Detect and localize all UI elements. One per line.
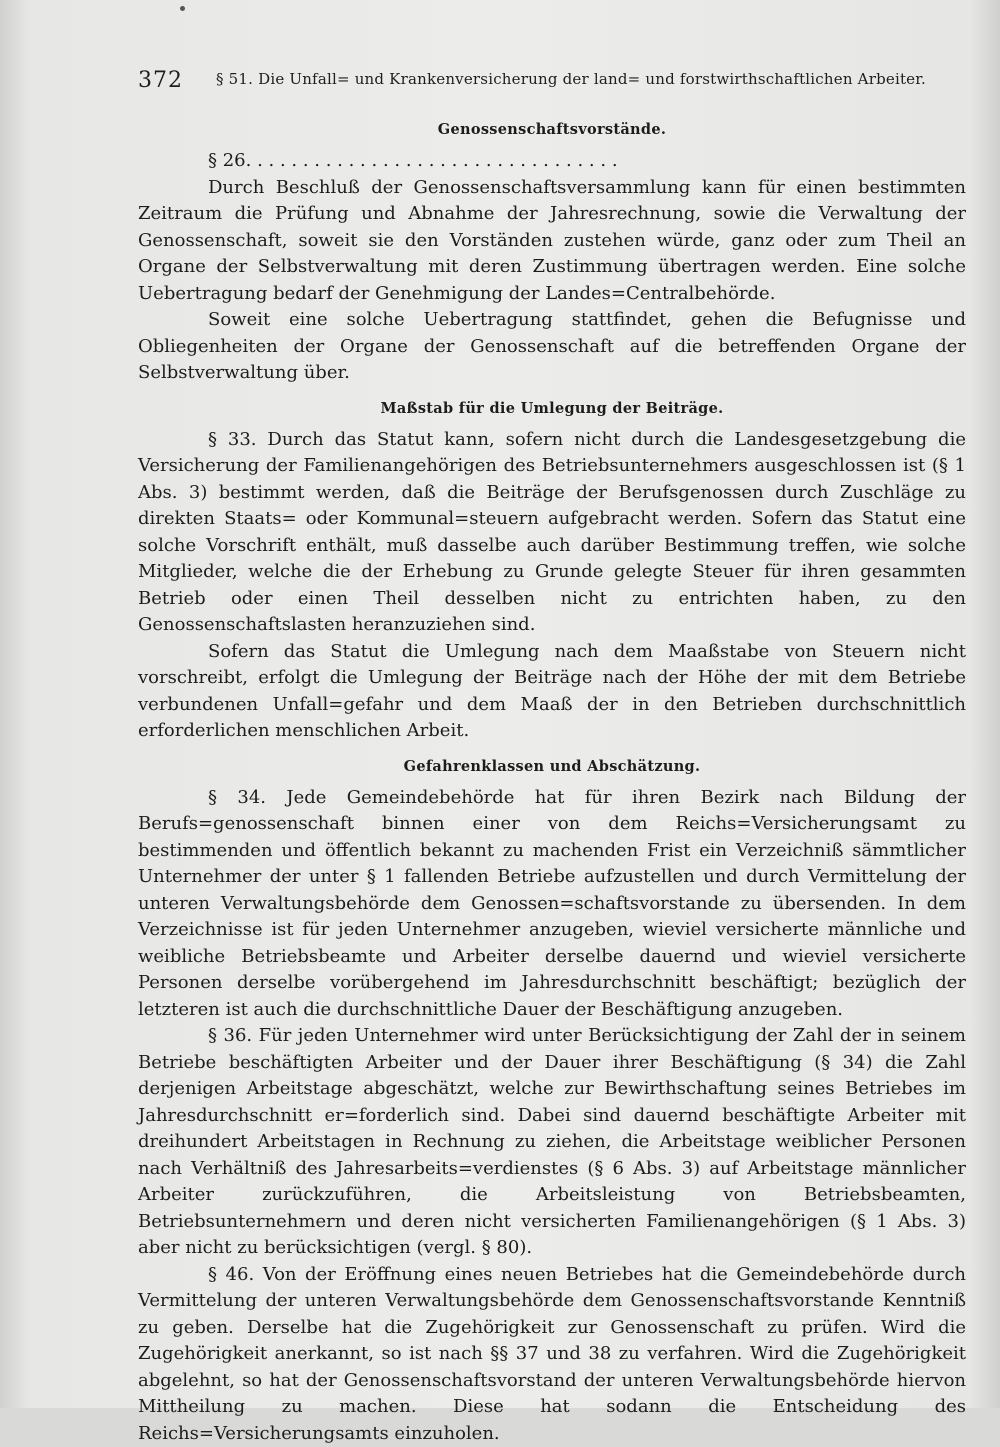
- paragraph-section-33: § 33. Durch das Statut kann, sofern nicht durch die Landesgesetzgebung die Versicherung der Familienangehörigen des Betriebsunternehmers ausgeschlossen ist (§ 1 Abs. 3) bestimmt werden, daß die Beiträge der Berufsgenossen durch Zuschläge zu direkten Staats= oder Kommunal=steuern aufgebracht werden. Sofern das Statut eine solche Vorschrift enthält, muß dasselbe auch darüber Bestimmung treffen, wie solche Mitglieder, welche die der Erhebung zu Grunde gelegte Steuer für ihren gesammten Betrieb oder einen Theil desselben nicht zu entrichten haben, zu den Genossenschaftslasten heranzuziehen sind.: [138, 427, 966, 639]
- running-head: [138, 68, 898, 102]
- paragraph-section-26: § 26. . . . . . . . . . . . . . . . . . . . . . . . . . . . . . . . .: [138, 148, 966, 175]
- paragraph-section-34: § 34. Jede Gemeindebehörde hat für ihren Bezirk nach Bildung der Berufs=genossenschaft binnen einer von dem Reichs=Versicherungsamt zu bestimmenden und öffentlich bekannt zu machenden Frist ein Verzeichniß sämmtlicher Unternehmer der unter § 1 fallenden Betriebe aufzustellen und durch Vermittelung der unteren Verwaltungsbehörde dem Genossen=schaftsvorstande zu übersenden. In dem Verzeichnisse ist für jeden Unternehmer anzugeben, wieviel versicherte männliche und weibliche Betriebsbeamte und Arbeiter derselbe dauernd und wieviel versicherte Personen derselbe vorübergehend im Jahresdurchschnitt beschäftigt; bezüglich der letzteren ist auch die durchschnittliche Dauer der Beschäftigung anzugeben.: [138, 785, 966, 1024]
- section-heading-genossenschaftsvorstaende: Genossenschaftsvorstände.: [138, 118, 966, 144]
- paragraph-section-36: § 36. Für jeden Unternehmer wird unter Berücksichtigung der Zahl der in seinem Betriebe beschäftigten Arbeiter und der Dauer ihrer Beschäftigung (§ 34) die Zahl derjenigen Arbeitstage abgeschätzt, welche zur Bewirthschaftung seines Betriebes im Jahresdurchschnitt er=forderlich sind. Dabei sind dauernd beschäftigte Arbeiter mit dreihundert Arbeitstagen in Rechnung zu ziehen, die Arbeitstage weiblicher Personen nach Verhältniß des Jahresarbeits=verdienstes (§ 6 Abs. 3) auf Arbeitstage männlicher Arbeiter zurückzuführen, die Arbeitsleistung von Betriebsbeamten, Betriebsunternehmern und deren nicht versicherten Familienangehörigen (§ 1 Abs. 3) aber nicht zu berücksichtigen (vergl. § 80).: [138, 1023, 966, 1262]
- paragraph-umlegung: Sofern das Statut die Umlegung nach dem Maaßstabe von Steuern nicht vorschreibt, erfolgt die Umlegung der Beiträge nach der Höhe der mit dem Betriebe verbundenen Unfall=gefahr und dem Maaß der in den Betrieben durchschnittlich erforderlichen menschlichen Arbeit.: [138, 639, 966, 745]
- page-number: 372: [138, 68, 183, 93]
- running-title: § 51. Die Unfall= und Krankenversicherung der land= und forstwirthschaftlichen Arbeiter.: [216, 70, 896, 88]
- page-body: [138, 118, 966, 1447]
- section-heading-gefahrenklassen: Gefahrenklassen und Abschätzung.: [138, 755, 966, 781]
- paragraph-beschluss: Durch Beschluß der Genossenschaftsversammlung kann für einen bestimmten Zeitraum die Prüfung und Abnahme der Jahresrechnung, sowie die Verwaltung der Genossenschaft, soweit sie den Vorständen zustehen würde, ganz oder zum Theil an Organe der Selbstverwaltung mit deren Zustimmung übertragen werden. Eine solche Uebertragung bedarf der Genehmigung der Landes=Centralbehörde.: [138, 175, 966, 308]
- ink-speck: [180, 6, 185, 11]
- section-heading-massstab: Maßstab für die Umlegung der Beiträge.: [138, 397, 966, 423]
- paragraph-uebertragung: Soweit eine solche Uebertragung stattfindet, gehen die Befugnisse und Obliegenheiten der Organe der Genossenschaft auf die betreffenden Organe der Selbstverwaltung über.: [138, 307, 966, 387]
- paragraph-section-46: § 46. Von der Eröffnung eines neuen Betriebes hat die Gemeindebehörde durch Vermittelung der unteren Verwaltungsbehörde dem Genossenschaftsvorstande Kenntniß zu geben. Derselbe hat die Zugehörigkeit zur Genossenschaft zu prüfen. Wird die Zugehörigkeit anerkannt, so ist nach §§ 37 und 38 zu verfahren. Wird die Zugehörigkeit abgelehnt, so hat der Genossenschaftsvorstand der unteren Verwaltungsbehörde hiervon Mittheilung zu machen. Diese hat sodann die Entscheidung des Reichs=Versicherungsamts einzuholen.: [138, 1262, 966, 1447]
